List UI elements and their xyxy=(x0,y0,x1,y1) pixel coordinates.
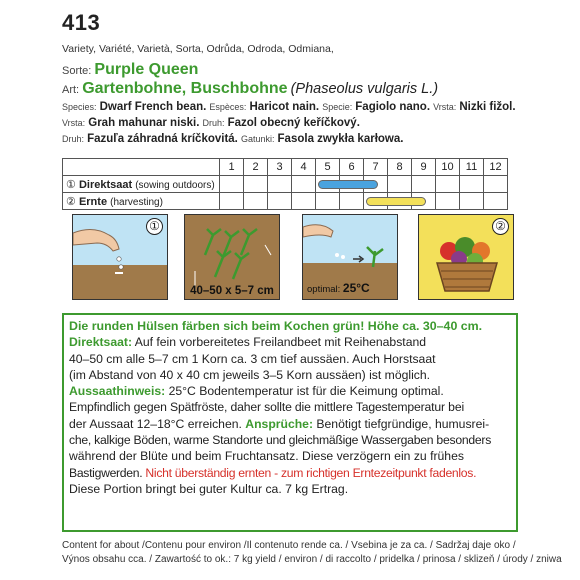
calendar-row-label xyxy=(63,176,220,193)
text-fragment: Benötigt tiefgründige, humusrei- xyxy=(313,416,490,431)
text-line xyxy=(69,416,511,432)
harvest-period-bar xyxy=(366,197,426,206)
species-value: Fasola zwykła karłowa. xyxy=(277,133,404,145)
month-cell xyxy=(244,176,268,193)
month-cell xyxy=(364,193,388,210)
harvest-warning: Nicht überständig ernten - zum richtigen Erntezeitpunkt fadenlos. xyxy=(145,465,477,480)
aussaathinweis-heading: Aussaathinweis: xyxy=(69,384,166,399)
species-line-3 xyxy=(62,133,403,145)
month-header: 3 xyxy=(268,159,292,176)
headline: Die runden Hülsen färben sich beim Kochen grün! Höhe ca. 30–40 cm. xyxy=(69,319,483,333)
sowing-label: Direktsaat xyxy=(78,178,133,191)
sorte-line xyxy=(62,61,198,79)
month-header: 8 xyxy=(388,159,412,176)
variety-languages: Variety, Variété, Varietà, Sorta, Odrůda, Odroda, Odmiana, xyxy=(62,43,334,55)
sorte-label: Sorte: xyxy=(62,65,92,77)
species-line-1 xyxy=(62,101,516,113)
text-line: 40–50 cm alle 5–7 cm 1 Korn ca. 3 cm tief aussäen. Auch Horstsaat xyxy=(69,351,436,366)
harvest-label: Ernte xyxy=(78,195,108,208)
species-value: Fazol obecný keříčkový. xyxy=(227,117,360,129)
month-cell xyxy=(436,193,460,210)
text-line: Empfindlich gegen Spätfröste, daher sollte die mittlere Tagestemperatur bei xyxy=(69,400,465,415)
species-line-2 xyxy=(62,117,360,129)
month-cell xyxy=(220,176,244,193)
spacing-illustration xyxy=(184,214,280,300)
text-fragment: 25°C Bodentemperatur ist für die Keimung optimal. xyxy=(165,384,444,399)
footer-line-1: Content for about /Contenu pour environ /Il contenuto rende ca. / Vsebina je za ca. / Sadržaj daje oko / xyxy=(62,540,516,551)
month-header: 9 xyxy=(412,159,436,176)
sowing-period-bar xyxy=(318,180,378,189)
species-label: Druh: xyxy=(202,118,225,128)
species-value: Dwarf French bean. xyxy=(99,101,207,113)
month-cell xyxy=(460,176,484,193)
month-cell xyxy=(412,176,436,193)
month-header: 2 xyxy=(244,159,268,176)
art-line xyxy=(62,80,438,98)
calendar-corner xyxy=(63,159,220,176)
text-line: während der Blüte und beim Fruchtansatz. Diese verzögern ein zu frühes xyxy=(69,449,464,464)
calendar-header-row xyxy=(63,159,508,176)
art-latin: (Phaseolus vulgaris L.) xyxy=(290,81,439,97)
sowing-calendar xyxy=(62,158,508,210)
text-fragment: Bastigwerden. xyxy=(69,465,146,480)
month-cell xyxy=(436,176,460,193)
month-header: 10 xyxy=(436,159,460,176)
step-1-badge: ① xyxy=(146,218,163,235)
text-line xyxy=(69,334,511,350)
month-cell xyxy=(292,193,316,210)
calendar-row-sowing xyxy=(63,176,508,193)
species-label: Gatunki: xyxy=(240,134,275,144)
ansprueche-heading: Ansprüche: xyxy=(245,416,314,431)
month-cell xyxy=(460,193,484,210)
month-cell xyxy=(316,193,340,210)
species-value: Nizki fižol. xyxy=(459,101,516,113)
species-label: Vrsta: xyxy=(433,102,457,112)
spacing-text: 40–50 x 5–7 cm xyxy=(190,285,274,297)
harvest-illustration xyxy=(418,214,514,300)
calendar-row-label xyxy=(63,193,220,210)
text-line xyxy=(69,383,511,399)
species-value: Fazuľa záhradná kríčkovitá. xyxy=(87,133,238,145)
circle-number-1-icon: ① xyxy=(66,178,76,191)
species-value: Haricot nain. xyxy=(249,101,320,113)
month-cell xyxy=(484,176,508,193)
sowing-illustration xyxy=(72,214,168,300)
text-fragment: Auf fein vorbereitetes Freilandbeet mit Reihenabstand xyxy=(132,335,427,350)
month-header: 7 xyxy=(364,159,388,176)
month-cell xyxy=(220,193,244,210)
text-line xyxy=(69,465,511,481)
sorte-value: Purple Queen xyxy=(94,61,199,78)
sowing-sub: (sowing outdoors) xyxy=(135,179,215,191)
species-value: Fagiolo nano. xyxy=(355,101,431,113)
month-header: 4 xyxy=(292,159,316,176)
month-cell xyxy=(292,176,316,193)
optimal-temp xyxy=(307,281,370,295)
species-label: Druh: xyxy=(62,134,85,144)
species-label: Vrsta: xyxy=(62,118,86,128)
month-cell xyxy=(316,176,340,193)
packet-number: 413 xyxy=(62,10,101,35)
harvest-sub: (harvesting) xyxy=(110,196,163,208)
species-label: Specie: xyxy=(322,102,353,112)
month-header: 11 xyxy=(460,159,484,176)
optimal-label: optimal: xyxy=(307,284,341,295)
month-header: 6 xyxy=(340,159,364,176)
text-line: Diese Portion bringt bei guter Kultur ca. 7 kg Ertrag. xyxy=(69,481,349,496)
temperature-illustration xyxy=(302,214,398,300)
species-value: Grah mahunar niski. xyxy=(88,117,200,129)
circle-number-2-icon: ② xyxy=(66,195,76,208)
month-cell xyxy=(268,193,292,210)
text-line: (im Abstand von 40 x 40 cm jeweils 3–5 Korn aussäen) ist möglich. xyxy=(69,367,431,382)
direktsaat-heading: Direktsaat: xyxy=(69,335,132,350)
calendar-row-harvest xyxy=(63,193,508,210)
text-line: che, kalkige Böden, warme Standorte und gleichmäßige Wassergaben besonders xyxy=(69,433,492,448)
month-cell xyxy=(244,193,268,210)
species-label: Espèces: xyxy=(209,102,247,112)
month-cell xyxy=(340,193,364,210)
month-cell xyxy=(268,176,292,193)
optimal-value: 25°C xyxy=(342,281,370,295)
art-label: Art: xyxy=(62,84,80,96)
month-cell xyxy=(388,176,412,193)
cultivation-text xyxy=(62,313,518,532)
month-header: 1 xyxy=(220,159,244,176)
species-label: Species: xyxy=(62,102,97,112)
art-value: Gartenbohne, Buschbohne xyxy=(82,80,288,97)
month-cell xyxy=(484,193,508,210)
month-header: 5 xyxy=(316,159,340,176)
month-header: 12 xyxy=(484,159,508,176)
step-2-badge: ② xyxy=(492,218,509,235)
text-fragment: der Aussaat 12–18°C erreichen. xyxy=(69,416,246,431)
footer-line-2: Výnos obsahu cca. / Zawartość to ok.: 7 kg yield / environ / di raccolto / pridelka / prinosa / sklizeň / úrody / zniwa xyxy=(62,554,562,565)
